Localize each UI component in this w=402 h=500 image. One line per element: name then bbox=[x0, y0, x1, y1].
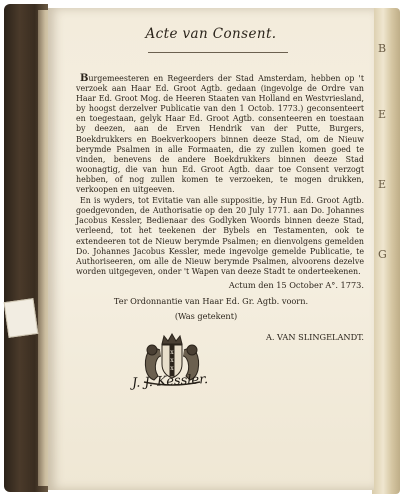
margin-letter: B bbox=[378, 42, 387, 55]
paragraph-consent-text: urgemeesteren en Regeerders der Stad Amsterdam, hebben op 't verzoek aan Haar Ed. Groot Agtb. gedaan (ingevolge de Ordre van Haar Ed. Groot Mog. de Heeren Staaten van Holland en Westvriesland, by hoogst derzelver Publicatie van den 1 Octob. 1773.) geconsenteert en toegestaan, gelyk Haar Ed. Groot Agtb. consenteeren en toestaan by deezen, aan de Erven Hendrik van der Putte, Burgers, Boekdrukkers en Boekverkoopers binnen deeze Stad, om de Nieuw berymde Psalmen in alle Formaaten, die zy zullen komen goed te vinden, benevens de andere Boekdrukkers binnen deeze Stad woonagtig, die van hun Ed. Groot Agtb. daar toe Consent verzogt hebben, of nog zullen komen te verzoeken, te mogen drukken, verkoopen en uitgeeven. bbox=[76, 74, 364, 195]
svg-text:x: x bbox=[170, 365, 174, 372]
margin-letter: G bbox=[378, 248, 387, 261]
signed-note: (Was getekent) bbox=[174, 311, 238, 321]
margin-letter: E bbox=[378, 108, 387, 121]
handwritten-signature: J. J. Kessler. bbox=[131, 372, 209, 391]
svg-text:x: x bbox=[170, 349, 174, 356]
title-rule bbox=[148, 52, 288, 53]
page-edge-right bbox=[372, 8, 400, 494]
svg-text:x: x bbox=[170, 357, 174, 364]
date-line: Actum den 15 October A°. 1773. bbox=[228, 280, 364, 290]
bookmark-slip bbox=[4, 298, 39, 338]
drop-cap: B bbox=[80, 73, 89, 84]
signatory-name: A. VAN SLINGELANDT. bbox=[265, 332, 364, 342]
paragraph-consent bbox=[76, 74, 364, 195]
ordonnance-line: Ter Ordonnantie van Haar Ed. Gr. Agtb. voorn. bbox=[113, 296, 309, 306]
document-page bbox=[48, 8, 374, 490]
paragraph-authorisation: En is wyders, tot Evitatie van alle suppositie, by Hun Ed. Groot Agtb. goedgevonden, de Authorisatie op den 20 July 1771. aan Do. Johannes Jacobus Kessler, Bedienaar des Godlyken Woords binnen deeze Stad, verleend, tot het teekenen der Bybels en Testamenten, ook te extendeeren tot de Nieuw berymde Psalmen; en dienvolgens gemelden Do. Johannes Jacobus Kessler, mede ingevolge gemelde Publicatie, te Authoriseeren, om alle de Nieuw berymde Psalmen, alvoorens dezelve worden uitgegeven, onder 't Wapen van deeze Stadt te onderteekenen. bbox=[76, 196, 364, 276]
document-body bbox=[76, 74, 364, 277]
margin-letter: E bbox=[378, 178, 387, 191]
document-title: Acte van Consent. bbox=[145, 26, 277, 42]
